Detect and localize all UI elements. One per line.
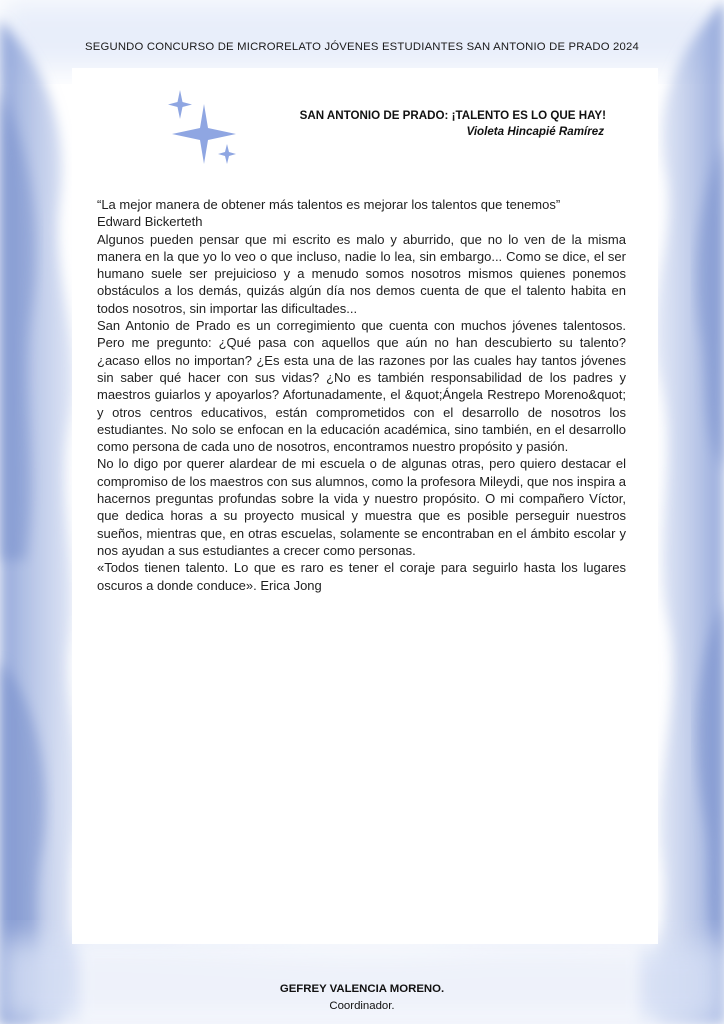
story-author: Violeta Hincapié Ramírez [466,125,604,138]
contest-header: SEGUNDO CONCURSO DE MICRORELATO JÓVENES ESTUDIANTES SAN ANTONIO DE PRADO 2024 [85,41,639,53]
story-title: SAN ANTONIO DE PRADO: ¡TALENTO ES LO QUE HAY! [299,109,606,122]
story-body [97,196,626,594]
paragraph: Algunos pueden pensar que mi escrito es malo y aburrido, que no lo ven de la misma manera en la que yo lo veo o que incluso, nadie lo lea, sin embargo... Como se dice, el ser humano suele ser prejuicioso y a menudo somos nosotros mismos quienes ponemos obstáculos a los demás, quizás algún día nos demos cuenta de que el talento habita en todos nosotros, sin importar las dificultades... [97,231,626,316]
opening-quote: “La mejor manera de obtener más talentos es mejorar los talentos que tenemos” [97,197,561,212]
paragraph: San Antonio de Prado es un corregimiento que cuenta con muchos jóvenes talentosos. Pero me pregunto: ¿Qué pasa con aquellos que aún no han descubierto su talento? ¿acaso ellos no importan? ¿Es esta una de las razones por las cuales hay tantos jóvenes sin saber qué hacer con sus vidas? ¿No es también responsabilidad de los padres y maestros guiarlos y apoyarlos? Afortunadamente, el &quot;Ángela Restrepo Moreno&quot; y otros centros educativos, están comprometidos con el desarrollo de nosotros los estudiantes. No solo se enfocan en la educación académica, sino también, en el desarrollo como persona de cada uno de nosotros, encontramos nuestro propósito y pasión. [97,318,626,455]
signature-block [0,981,724,1015]
coordinator-name: GEFREY VALENCIA MORENO. [279,983,445,995]
quote-attribution: Edward Bickerteth [97,214,203,230]
coordinator-role: Coordinador. [329,1000,395,1012]
story-title-block [300,108,606,140]
sparkle-icon [158,86,248,170]
paragraph: No lo digo por querer alardear de mi escuela o de algunas otras, pero quiero destacar el compromiso de los maestros con sus alumnos, como la profesora Mileydi, que nos inspira a hacernos preguntas profundas sobre la vida y nuestro propósito. O mi compañero Víctor, que dedica horas a su proyecto musical y muestra que es posible perseguir nuestros sueños, mientras que, en otras escuelas, solamente se encontraban en el ámbito escolar y nos ayudan a sus estudiantes a crecer como personas. [97,456,626,558]
closing-quote: «Todos tienen talento. Lo que es raro es tener el coraje para seguirlo hasta los lugares oscuros a donde conduce». Erica Jong [97,560,626,593]
